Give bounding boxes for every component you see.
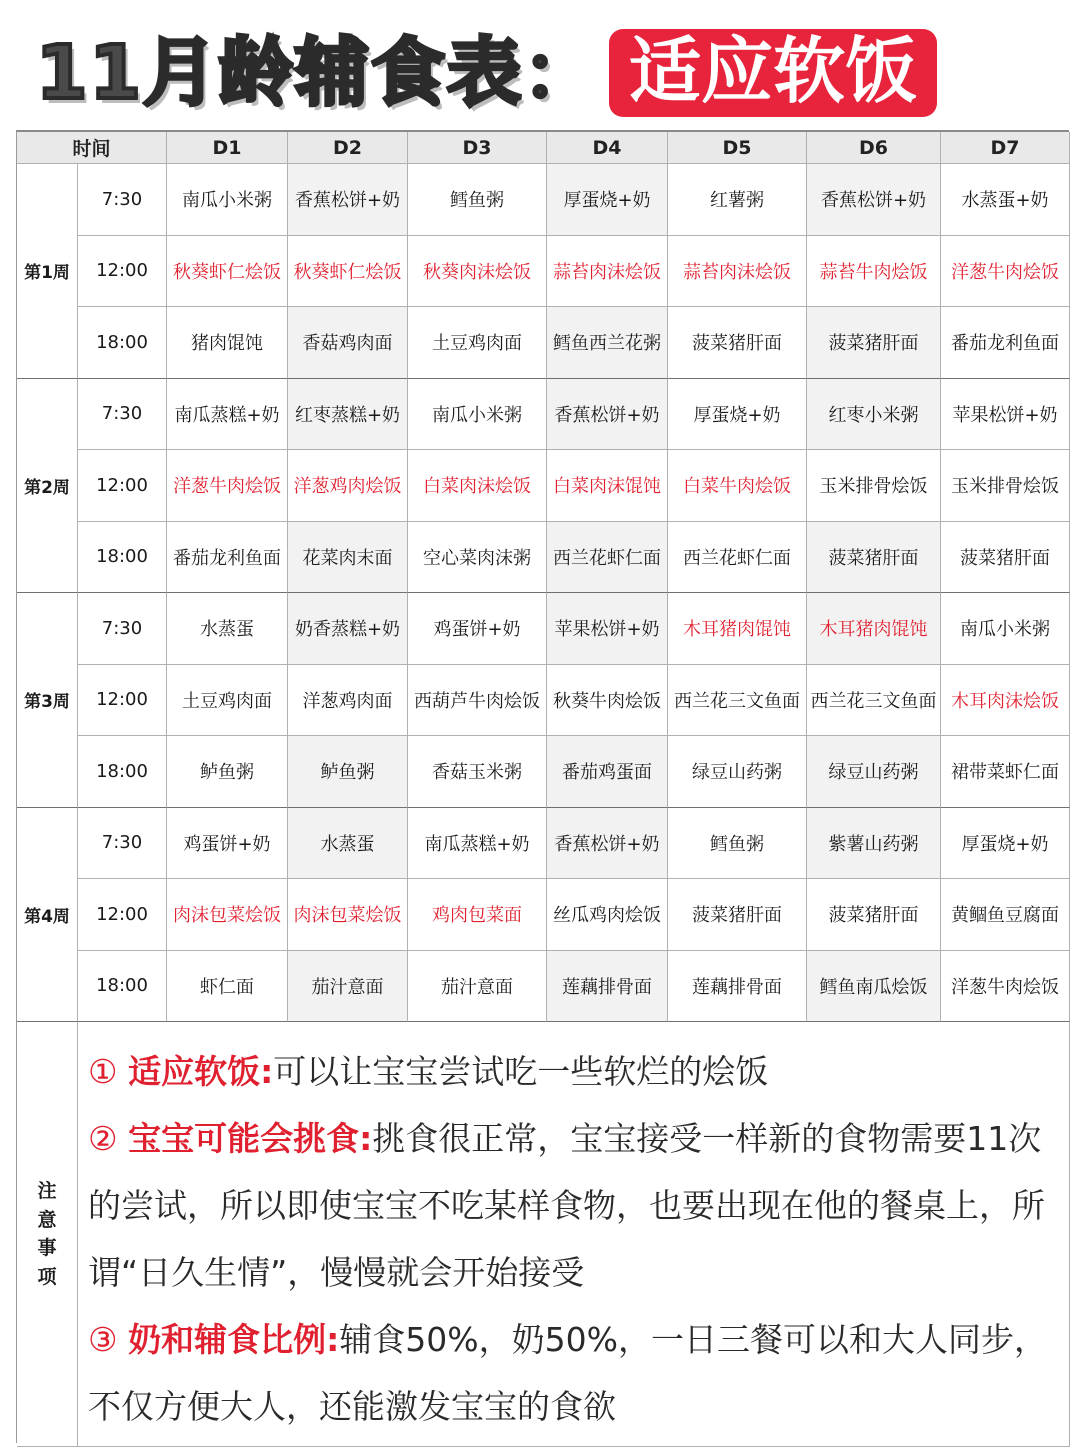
note-text: 辅食50%，奶50%，一日三餐可以和大人同步，不仅方便大人，还能激发宝宝的食欲 [88,1320,1047,1426]
meal-cell: 南瓜蒸糕+奶 [408,808,547,880]
meal-cell: 南瓜蒸糕+奶 [167,379,288,451]
meal-cell: 紫薯山药粥 [807,808,941,880]
week-label: 第4周 [17,808,78,1023]
meal-cell: 木耳猪肉馄饨 [807,593,941,665]
meal-cell: 洋葱鸡肉面 [288,665,408,737]
meal-plan-table [16,130,1069,1443]
meal-cell: 鸡肉包菜面 [408,879,547,951]
header-day: D1 [167,132,288,164]
meal-cell: 鳕鱼西兰花粥 [547,307,668,379]
meal-time: 7:30 [78,379,167,451]
meal-cell: 菠菜猪肝面 [668,879,807,951]
meal-cell: 菠菜猪肝面 [941,522,1070,594]
title-main: 11月龄辅食表： [36,30,599,116]
meal-cell: 奶香蒸糕+奶 [288,593,408,665]
notes-label [17,1022,78,1447]
meal-cell: 玉米排骨烩饭 [807,450,941,522]
header-day: D5 [668,132,807,164]
meal-cell: 绿豆山药粥 [807,736,941,808]
meal-cell: 菠菜猪肝面 [807,522,941,594]
meal-cell: 鲈鱼粥 [167,736,288,808]
meal-cell: 南瓜小米粥 [941,593,1070,665]
meal-cell: 绿豆山药粥 [668,736,807,808]
header-day: D7 [941,132,1070,164]
notes-label-char: 项 [37,1265,57,1288]
meal-cell: 水蒸蛋 [167,593,288,665]
meal-cell: 菠菜猪肝面 [807,307,941,379]
meal-cell: 西葫芦牛肉烩饭 [408,665,547,737]
meal-cell: 西兰花三文鱼面 [668,665,807,737]
meal-cell: 鸡蛋饼+奶 [408,593,547,665]
meal-cell: 白菜肉沫烩饭 [408,450,547,522]
meal-cell: 蒜苔肉沫烩饭 [668,236,807,308]
meal-cell: 木耳肉沫烩饭 [941,665,1070,737]
meal-cell: 猪肉馄饨 [167,307,288,379]
meal-cell: 西兰花虾仁面 [547,522,668,594]
meal-cell: 肉沫包菜烩饭 [167,879,288,951]
meal-cell: 玉米排骨烩饭 [941,450,1070,522]
meal-cell: 花菜肉末面 [288,522,408,594]
note-item [88,1306,1061,1440]
meal-cell: 菠菜猪肝面 [668,307,807,379]
meal-cell: 鳕鱼粥 [408,164,547,236]
week-label: 第2周 [17,379,78,594]
meal-time: 18:00 [78,951,167,1023]
meal-cell: 裙带菜虾仁面 [941,736,1070,808]
note-key: 适应软饭: [128,1052,274,1091]
meal-time: 12:00 [78,665,167,737]
meal-cell: 香菇玉米粥 [408,736,547,808]
meal-time: 7:30 [78,593,167,665]
meal-cell: 鲈鱼粥 [288,736,408,808]
meal-cell: 厚蛋烧+奶 [668,379,807,451]
meal-cell: 茄汁意面 [288,951,408,1023]
meal-cell: 香蕉松饼+奶 [288,164,408,236]
meal-cell: 厚蛋烧+奶 [547,164,668,236]
note-item [88,1038,1061,1105]
week-label: 第1周 [17,164,78,379]
meal-cell: 番茄鸡蛋面 [547,736,668,808]
meal-cell: 秋葵虾仁烩饭 [288,236,408,308]
meal-time: 18:00 [78,736,167,808]
note-key: 奶和辅食比例: [128,1320,340,1359]
meal-cell: 土豆鸡肉面 [408,307,547,379]
meal-cell: 红薯粥 [668,164,807,236]
notes-body [78,1022,1070,1447]
week-label: 第3周 [17,593,78,808]
meal-time: 12:00 [78,450,167,522]
meal-cell: 厚蛋烧+奶 [941,808,1070,880]
meal-time: 7:30 [78,164,167,236]
note-number: ① [88,1052,118,1091]
meal-cell: 洋葱牛肉烩饭 [941,951,1070,1023]
meal-cell: 洋葱牛肉烩饭 [167,450,288,522]
note-item [88,1105,1061,1306]
meal-cell: 香蕉松饼+奶 [547,379,668,451]
meal-cell: 香蕉松饼+奶 [547,808,668,880]
meal-cell: 西兰花三文鱼面 [807,665,941,737]
meal-cell: 南瓜小米粥 [167,164,288,236]
header-day: D2 [288,132,408,164]
notes-label-char: 意 [37,1208,57,1231]
title-highlight: 适应软饭 [609,29,937,117]
header-day: D4 [547,132,668,164]
meal-cell: 虾仁面 [167,951,288,1023]
meal-cell: 白菜肉沫馄饨 [547,450,668,522]
meal-cell: 香蕉松饼+奶 [807,164,941,236]
meal-cell: 水蒸蛋+奶 [941,164,1070,236]
meal-time: 12:00 [78,879,167,951]
meal-cell: 鳕鱼南瓜烩饭 [807,951,941,1023]
meal-cell: 秋葵牛肉烩饭 [547,665,668,737]
note-number: ② [88,1119,118,1158]
meal-cell: 鸡蛋饼+奶 [167,808,288,880]
meal-cell: 洋葱牛肉烩饭 [941,236,1070,308]
meal-cell: 白菜牛肉烩饭 [668,450,807,522]
meal-cell: 莲藕排骨面 [668,951,807,1023]
meal-time: 7:30 [78,808,167,880]
meal-cell: 木耳猪肉馄饨 [668,593,807,665]
meal-cell: 水蒸蛋 [288,808,408,880]
note-key: 宝宝可能会挑食: [128,1119,373,1158]
meal-cell: 香菇鸡肉面 [288,307,408,379]
note-number: ③ [88,1320,118,1359]
note-text: 挑食很正常，宝宝接受一样新的食物需要11次的尝试，所以即使宝宝不吃某样食物，也要出现在他的餐桌上，所谓“日久生情”，慢慢就会开始接受 [88,1119,1045,1292]
notes-label-char: 注 [37,1180,57,1202]
meal-cell: 茄汁意面 [408,951,547,1023]
header-day: D6 [807,132,941,164]
meal-cell: 红枣蒸糕+奶 [288,379,408,451]
header-time: 时间 [17,132,167,164]
notes-label-char: 事 [37,1237,57,1259]
meal-cell: 红枣小米粥 [807,379,941,451]
meal-time: 18:00 [78,307,167,379]
note-text: 可以让宝宝尝试吃一些软烂的烩饭 [273,1052,769,1091]
meal-time: 18:00 [78,522,167,594]
meal-cell: 南瓜小米粥 [408,379,547,451]
meal-cell: 苹果松饼+奶 [547,593,668,665]
meal-cell: 秋葵肉沫烩饭 [408,236,547,308]
meal-cell: 菠菜猪肝面 [807,879,941,951]
meal-cell: 丝瓜鸡肉烩饭 [547,879,668,951]
page-title [36,18,937,128]
meal-cell: 洋葱鸡肉烩饭 [288,450,408,522]
meal-cell: 番茄龙利鱼面 [941,307,1070,379]
meal-cell: 番茄龙利鱼面 [167,522,288,594]
meal-cell: 苹果松饼+奶 [941,379,1070,451]
meal-cell: 蒜苔牛肉烩饭 [807,236,941,308]
meal-cell: 肉沫包菜烩饭 [288,879,408,951]
meal-time: 12:00 [78,236,167,308]
meal-cell: 蒜苔肉沫烩饭 [547,236,668,308]
meal-cell: 土豆鸡肉面 [167,665,288,737]
meal-cell: 秋葵虾仁烩饭 [167,236,288,308]
meal-cell: 鳕鱼粥 [668,808,807,880]
meal-cell: 西兰花虾仁面 [668,522,807,594]
meal-cell: 空心菜肉沫粥 [408,522,547,594]
meal-cell: 黄鲴鱼豆腐面 [941,879,1070,951]
meal-cell: 莲藕排骨面 [547,951,668,1023]
header-day: D3 [408,132,547,164]
